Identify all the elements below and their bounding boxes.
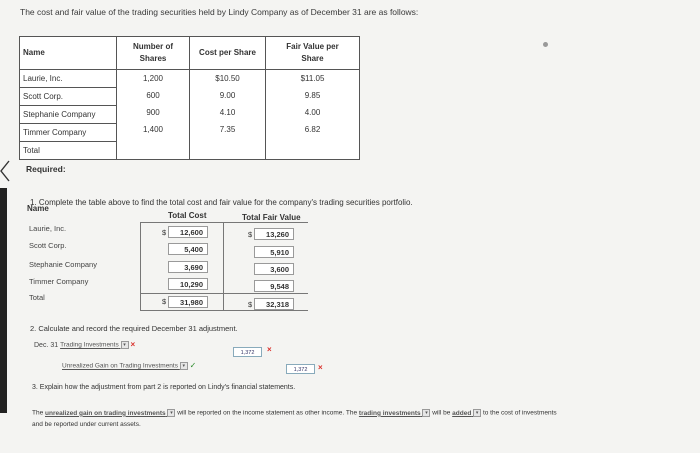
question-3-text: 3. Explain how the adjustment from part 2 is reported on Lindy's financial statements.	[32, 384, 296, 391]
shares-value: 600	[146, 91, 160, 100]
credit-account-select[interactable]	[62, 362, 188, 370]
q3-select-1-label: unrealized gain on trading investments	[45, 409, 166, 417]
fair-value: 6.82	[304, 125, 321, 134]
cursor-dot	[543, 42, 548, 47]
incorrect-x-icon: ×	[267, 345, 272, 354]
dropdown-arrow-icon: ▾	[121, 341, 129, 349]
cost-value: 7.35	[219, 125, 236, 134]
sentence-middle-2: will be	[432, 409, 451, 417]
row-name: Timmer Company	[20, 124, 116, 142]
total-fair-input-timmer[interactable]: 9,548	[254, 280, 294, 292]
col-header-name: Name	[20, 37, 117, 70]
debit-account-label: Trading Investments	[60, 342, 119, 349]
dropdown-arrow-icon: ▾	[180, 362, 188, 370]
incorrect-x-icon: ×	[318, 363, 323, 372]
question-3-answer-line-2: and be reported under current assets.	[32, 421, 141, 428]
name-cell-group	[20, 70, 117, 160]
dollar-sign: $	[248, 300, 253, 309]
total-cost-input-timmer[interactable]: 10,290	[168, 278, 208, 290]
row-name: Total	[23, 146, 40, 155]
cost-value: 4.10	[219, 108, 236, 117]
total-cost-input-stephanie[interactable]: 3,690	[168, 261, 208, 273]
row-name: Laurie, Inc.	[20, 70, 116, 88]
total-fair-input-stephanie[interactable]: 3,600	[254, 263, 294, 275]
shares-value: 900	[146, 108, 160, 117]
col-header-shares: Number of Shares	[117, 37, 190, 70]
dropdown-arrow-icon: ▾	[473, 409, 481, 417]
question-3-answer-line	[32, 409, 557, 417]
answer-col-name: Name	[27, 204, 49, 213]
question-1-text: 1. Complete the table above to find the total cost and fair value for the company's trading securities portfolio.	[30, 198, 413, 207]
total-fair-input-laurie[interactable]: 13,260	[254, 228, 294, 240]
debit-amount-input[interactable]: 1,372	[233, 347, 262, 357]
total-cost-input-scott[interactable]: 5,400	[168, 243, 208, 255]
securities-table	[19, 36, 360, 160]
journal-credit-line	[62, 361, 196, 370]
cost-value: $10.50	[215, 74, 240, 83]
required-label: Required:	[26, 164, 66, 174]
credit-account-label: Unrealized Gain on Trading Investments	[62, 363, 178, 370]
row-name: Stephanie Company	[20, 106, 116, 124]
sentence-middle-1: will be reported on the income statement as other income. The	[177, 409, 358, 417]
answer-col-fair: Total Fair Value	[242, 213, 301, 222]
fair-value: 4.00	[304, 108, 321, 117]
answer-row-label: Scott Corp.	[29, 241, 67, 250]
cost-value: 9.00	[219, 91, 236, 100]
total-fair-input-total[interactable]: 32,318	[254, 298, 294, 310]
shares-value: 1,200	[142, 74, 164, 83]
dollar-sign: $	[162, 228, 167, 237]
debit-account-select[interactable]	[60, 341, 128, 349]
dollar-sign: $	[248, 230, 253, 239]
col-header-cost: Cost per Share	[190, 37, 266, 70]
q3-select-2-label: trading investments	[358, 409, 421, 417]
total-cost-input-total[interactable]: 31,980	[168, 296, 208, 308]
shares-cell-group	[117, 70, 190, 160]
sidebar-strip	[0, 188, 7, 413]
answer-row-label: Stephanie Company	[29, 260, 97, 269]
answer-row-label: Total	[29, 293, 45, 302]
journal-debit-line	[34, 340, 135, 349]
sentence-prefix: The	[32, 409, 44, 417]
answer-col-cost: Total Cost	[168, 211, 207, 220]
dollar-sign: $	[162, 297, 167, 306]
total-fair-input-scott[interactable]: 5,910	[254, 246, 294, 258]
correct-check-icon: ✓	[189, 361, 197, 370]
credit-amount-input[interactable]: 1,372	[286, 364, 315, 374]
cost-cell-group	[190, 70, 266, 160]
q3-select-1[interactable]	[45, 410, 175, 417]
answer-row-label: Timmer Company	[29, 277, 89, 286]
q3-select-3[interactable]	[452, 410, 481, 417]
journal-date: Dec. 31	[34, 342, 59, 349]
fair-value: 9.85	[304, 91, 321, 100]
incorrect-x-icon: ×	[130, 340, 136, 349]
total-cost-input-laurie[interactable]: 12,600	[168, 226, 208, 238]
answer-row-label: Laurie, Inc.	[29, 224, 67, 233]
col-header-fair: Fair Value per Share	[266, 37, 360, 70]
q3-select-3-label: added	[452, 409, 472, 417]
dropdown-arrow-icon: ▾	[167, 409, 175, 417]
dropdown-arrow-icon: ▾	[422, 409, 430, 417]
question-2-text: 2. Calculate and record the required December 31 adjustment.	[30, 324, 238, 333]
row-name: Scott Corp.	[20, 88, 116, 106]
fair-value: $11.05	[300, 74, 325, 83]
collapse-chevron-icon[interactable]	[0, 160, 10, 182]
shares-value: 1,400	[142, 125, 164, 134]
q3-select-2[interactable]	[359, 410, 431, 417]
sentence-suffix: to the cost of investments	[482, 409, 557, 417]
intro-text: The cost and fair value of the trading securities held by Lindy Company as of December 31 are as follows:	[20, 7, 419, 17]
fair-cell-group	[266, 70, 360, 160]
